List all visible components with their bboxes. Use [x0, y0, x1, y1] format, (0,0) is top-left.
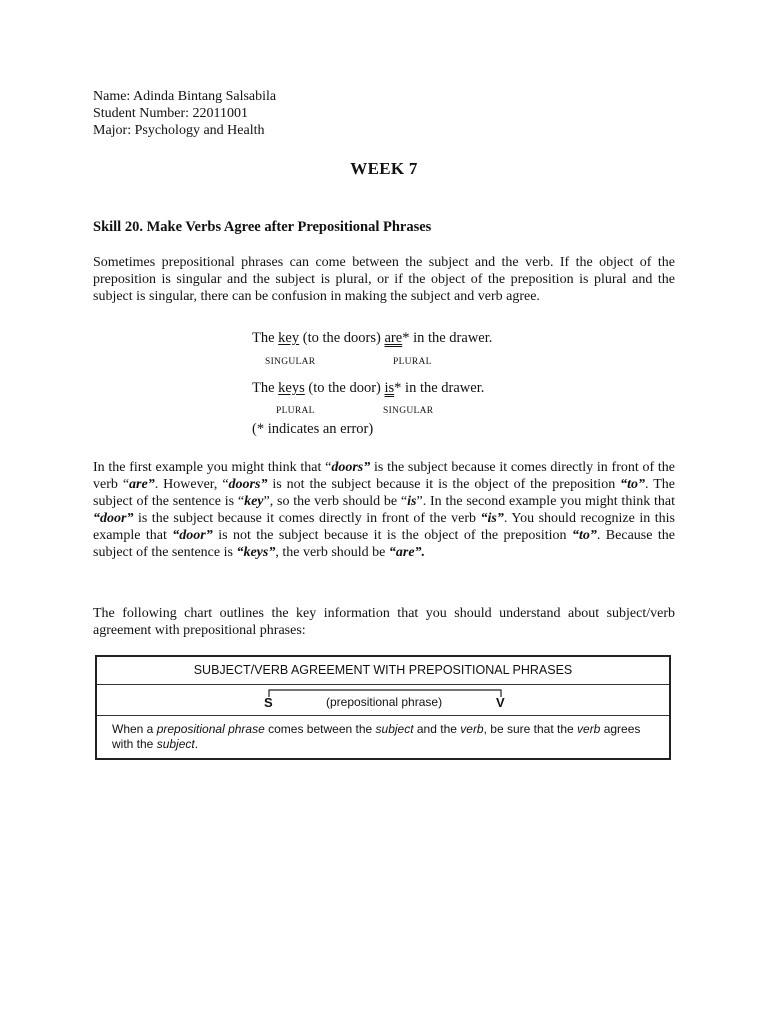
- example-1-subject: key: [278, 330, 300, 346]
- emph-is: “is”: [480, 511, 504, 526]
- example-2-subject: keys: [278, 380, 305, 396]
- phrase-marker: (prepositional phrase): [326, 695, 443, 709]
- chart-box-diagram: [97, 685, 669, 716]
- example-2-pre: The: [252, 380, 279, 396]
- explanation-text: . You should recognize in this example that: [93, 511, 675, 543]
- student-number: Student Number: 22011001: [93, 106, 249, 121]
- subject-marker: S: [264, 695, 273, 710]
- example-1-label-singular: SINGULAR: [265, 357, 316, 367]
- explanation-text: is not the subject because it is the object of the preposition: [212, 528, 572, 543]
- example-1-post: * in the drawer.: [402, 330, 493, 346]
- agreement-chart-box: [95, 655, 671, 760]
- emph-key: key: [244, 494, 264, 509]
- explanation-text: . However, “: [154, 477, 229, 492]
- rule-emph: verb: [577, 722, 601, 736]
- verb-marker: V: [496, 695, 505, 710]
- chart-box-title: SUBJECT/VERB AGREEMENT WITH PREPOSITIONAL PHRASES: [97, 657, 669, 685]
- rule-emph: verb: [460, 722, 484, 736]
- emph-to: “to”: [571, 528, 597, 543]
- explanation-text: is the subject because it comes directly in front of the verb: [133, 511, 481, 526]
- example-2-mid: (to the door): [304, 380, 385, 396]
- emph-door: “door”: [172, 528, 213, 543]
- rule-part: .: [194, 737, 199, 751]
- rule-part: , be sure that the: [483, 722, 578, 736]
- rule-emph: subject: [156, 737, 195, 751]
- example-1-label-plural: PLURAL: [393, 357, 432, 367]
- rule-part: comes between the: [264, 722, 376, 736]
- example-2-verb: is: [384, 380, 395, 396]
- example-2-label-plural: PLURAL: [276, 406, 315, 416]
- rule-text: [112, 722, 652, 752]
- student-major: Major: Psychology and Health: [93, 123, 265, 138]
- student-name: Name: Adinda Bintang Salsabila: [93, 89, 277, 104]
- rule-emph: prepositional phrase: [156, 722, 265, 736]
- explanation-text: is not the subject because it is the object of the preposition: [267, 477, 621, 492]
- emph-door: “door”: [93, 511, 134, 526]
- example-2: [252, 380, 484, 397]
- rule-emph: subject: [375, 722, 414, 736]
- skill-heading: Skill 20. Make Verbs Agree after Prepositional Phrases: [93, 219, 432, 235]
- emph-doors: doors”: [228, 477, 268, 492]
- explanation-paragraph: [93, 459, 675, 561]
- error-note: (* indicates an error): [252, 421, 374, 437]
- example-2-label-singular: SINGULAR: [383, 406, 434, 416]
- example-1-pre: The: [252, 330, 279, 346]
- explanation-text: , the verb should be: [275, 545, 389, 560]
- week-title: WEEK 7: [350, 159, 418, 178]
- example-1-verb: are: [384, 330, 403, 346]
- emph-is: is: [407, 494, 417, 509]
- example-2-post: * in the drawer.: [394, 380, 485, 396]
- example-1: [252, 330, 492, 347]
- explanation-text: . The subject of the sentence is “: [93, 477, 675, 509]
- emph-are: are”: [129, 477, 155, 492]
- explanation-text: In the first example you might think that “: [93, 460, 332, 475]
- example-1-mid: (to the doors): [299, 330, 385, 346]
- emph-to: “to”: [620, 477, 646, 492]
- explanation-text: . Because the subject of the sentence is: [93, 528, 675, 560]
- emph-doors: doors”: [331, 460, 371, 475]
- explanation-text: is the subject because it comes directly in front of the verb “: [93, 460, 675, 492]
- emph-keys: “keys”: [236, 545, 276, 560]
- rule-part: agrees with the: [112, 722, 641, 751]
- explanation-text: ”, so the verb should be “: [263, 494, 408, 509]
- emph-are: “are”.: [388, 545, 426, 560]
- rule-part: and the: [413, 722, 461, 736]
- rule-part: When a: [112, 722, 157, 736]
- explanation-text: ”. In the second example you might think that: [416, 494, 675, 509]
- intro-paragraph: Sometimes prepositional phrases can come between the subject and the verb. If the object of the preposition is singular and the subject is plural, or if the object of the preposition is plural and the subject is singular, there can be confusion in making the subject and verb agree.: [93, 255, 675, 304]
- chart-intro: The following chart outlines the key information that you should understand about subject/verb agreement with prepositional phrases:: [93, 606, 675, 638]
